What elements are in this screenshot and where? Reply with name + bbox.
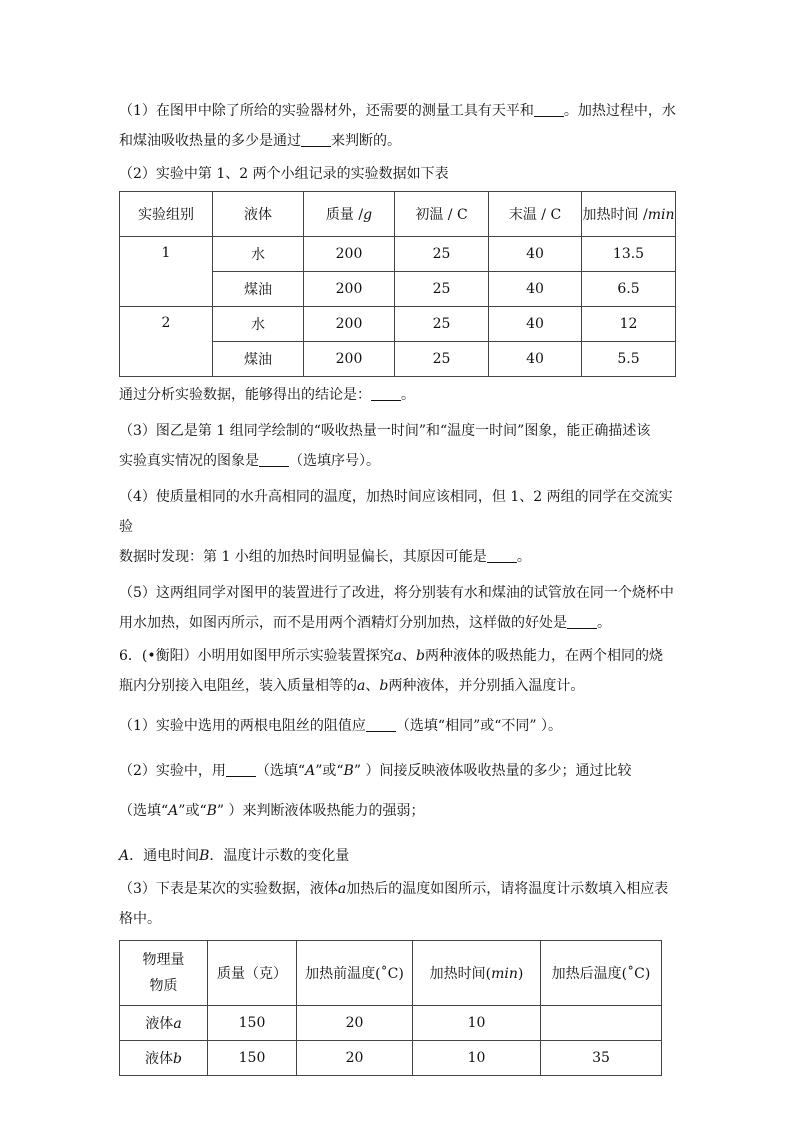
data-table-2 <box>119 940 662 1076</box>
liquid-cell: 煤油 <box>213 272 304 307</box>
q1-line2-end: 来判断的。 <box>331 133 401 149</box>
corner-cell: 物理量 物质 <box>120 941 208 1006</box>
q2-intro: （2）实验中第 1、2 两个小组记录的实验数据如下表 <box>119 166 449 182</box>
initial-temp-cell: 25 <box>395 237 489 272</box>
time-cell: 10 <box>413 1006 541 1041</box>
time-cell: 5.5 <box>582 342 676 377</box>
answer-blank <box>534 102 564 117</box>
q1-line1: （1）在图甲中除了所给的实验器材外，还需要的测量工具有天平和 <box>119 103 534 119</box>
final-temp-cell: 40 <box>489 307 582 342</box>
temp-after-cell: 35 <box>541 1041 662 1076</box>
answer-blank <box>226 762 256 777</box>
final-temp-cell: 40 <box>489 237 582 272</box>
header-mass: 质量 /g <box>304 192 395 237</box>
time-cell: 10 <box>413 1041 541 1076</box>
final-temp-cell: 40 <box>489 342 582 377</box>
initial-temp-cell: 25 <box>395 272 489 307</box>
q6-3-text: （3）下表是某次的实验数据，液体a加热后的温度如图所示，请将温度计示数填入相应表 格中。 <box>119 881 669 927</box>
header-liquid: 液体 <box>213 192 304 237</box>
header-temp-after: 加热后温度(˚C) <box>541 941 662 1006</box>
table-row <box>120 1041 662 1076</box>
q6-2-text: （2）实验中，用 （选填“A”或“B” ）间接反映液体吸收热量的多少；通过比较 （选填“A”或“B” ）来判断液体吸热能力的强弱； <box>119 763 632 819</box>
q4-text: （4）使质量相同的水升高相同的温度，加热时间应该相同，但 1、2 两组的同学在交流实验 数据时发现：第 1 小组的加热时间明显偏长，其原因可能是 。 <box>119 489 673 565</box>
data-table-1 <box>119 191 676 377</box>
temp-after-cell <box>541 1006 662 1041</box>
time-cell: 6.5 <box>582 272 676 307</box>
substance-cell: 液体b <box>120 1041 208 1076</box>
answer-blank <box>366 717 396 732</box>
table-row <box>120 237 676 272</box>
group-cell: 2 <box>120 307 213 377</box>
table-header-row <box>120 941 662 1006</box>
table-row <box>120 307 676 342</box>
answer-blank <box>487 548 517 563</box>
answer-blank <box>371 386 401 401</box>
q1-line2: 和煤油吸收热量的多少是通过 <box>119 133 301 149</box>
temp-before-cell: 20 <box>297 1006 413 1041</box>
table-header-row <box>120 192 676 237</box>
group-cell: 1 <box>120 237 213 307</box>
answer-blank <box>259 452 289 467</box>
header-temp-before: 加热前温度(˚C) <box>297 941 413 1006</box>
table-row <box>120 1006 662 1041</box>
q6-1-text: （1）实验中选用的两根电阻丝的阻值应 （选填“相同”或“不同” ）。 <box>119 718 562 734</box>
mass-cell: 150 <box>208 1041 297 1076</box>
answer-blank <box>301 132 331 147</box>
mass-cell: 200 <box>304 307 395 342</box>
header-mass: 质量（克） <box>208 941 297 1006</box>
temp-before-cell: 20 <box>297 1041 413 1076</box>
header-final-temp: 末温 / C <box>489 192 582 237</box>
time-cell: 12 <box>582 307 676 342</box>
options-text: A．通电时间B．温度计示数的变化量 <box>119 848 350 864</box>
q1-line1-end: 。加热过程中，水 <box>563 103 676 119</box>
initial-temp-cell: 25 <box>395 307 489 342</box>
document-page <box>119 96 679 1076</box>
q3-text: （3）图乙是第 1 组同学绘制的“吸收热量一时间”和“温度一时间”图象，能正确描述该 实验真实情况的图象是 （选填序号）。 <box>119 423 651 469</box>
q1-text <box>119 96 679 156</box>
header-group: 实验组别 <box>120 192 213 237</box>
mass-cell: 200 <box>304 272 395 307</box>
final-temp-cell: 40 <box>489 272 582 307</box>
liquid-cell: 水 <box>213 307 304 342</box>
liquid-cell: 煤油 <box>213 342 304 377</box>
q5-text: （5）这两组同学对图甲的装置进行了改进，将分别装有水和煤油的试管放在同一个烧杯中 用水加热，如图丙所示，而不是用两个酒精灯分别加热，这样做的好处是 。 <box>119 585 674 631</box>
q6-text: 6．(•衡阳）小明用如图甲所示实验装置探究a、b两种液体的吸热能力，在两个相同的烧 瓶内分别接入电阻丝，装入质量相等的a、b两种液体，并分别插入温度计。 <box>119 648 663 694</box>
mass-cell: 150 <box>208 1006 297 1041</box>
answer-blank <box>567 614 597 629</box>
header-heating-time: 加热时间 /min <box>582 192 676 237</box>
time-cell: 13.5 <box>582 237 676 272</box>
liquid-cell: 水 <box>213 237 304 272</box>
conclusion-text: 通过分析实验数据，能够得出的结论是： 。 <box>119 387 415 403</box>
mass-cell: 200 <box>304 342 395 377</box>
mass-cell: 200 <box>304 237 395 272</box>
header-initial-temp: 初温 / C <box>395 192 489 237</box>
initial-temp-cell: 25 <box>395 342 489 377</box>
header-heating-time: 加热时间(min) <box>413 941 541 1006</box>
substance-cell: 液体a <box>120 1006 208 1041</box>
